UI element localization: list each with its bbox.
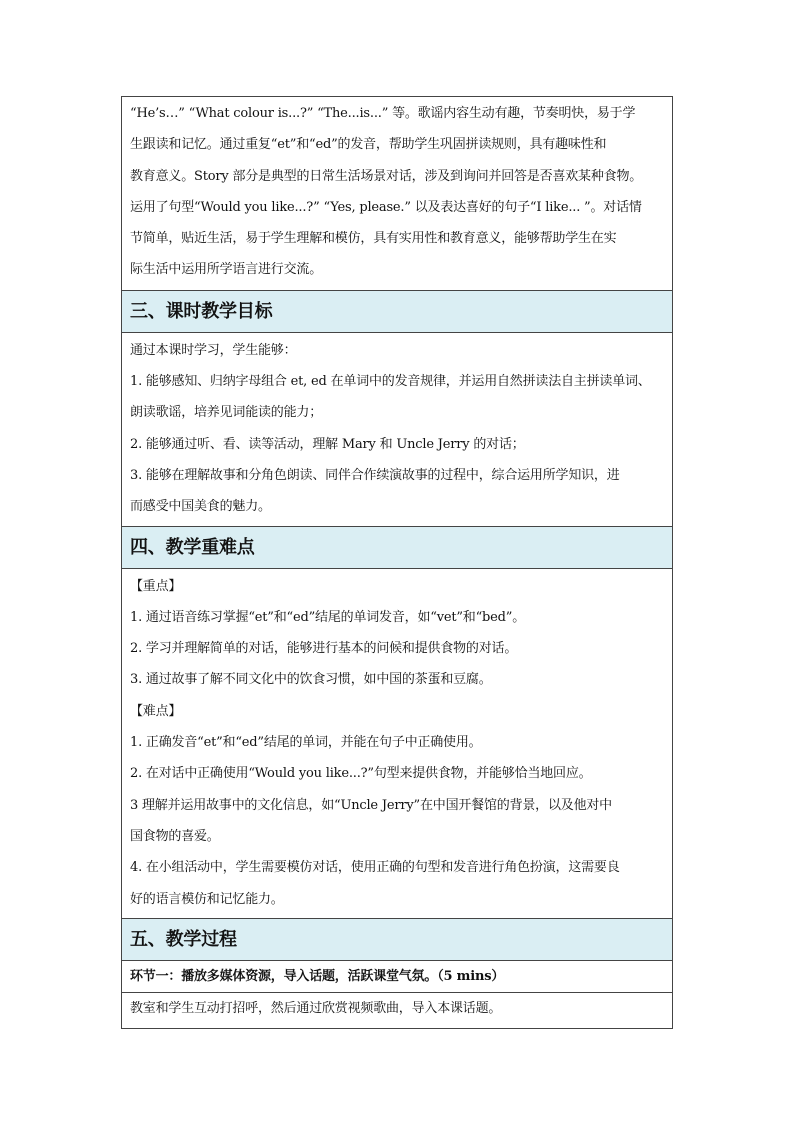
text-line: 2. 学习并理解简单的对话，能够进行基本的问候和提供食物的对话。 [130, 641, 518, 657]
text-line: 节简单，贴近生活，易于学生理解和模仿，具有实用性和教育意义，能够帮助学生在实 [130, 231, 617, 247]
text-line: 3 理解并运用故事中的文化信息，如“Uncle Jerry”在中国开餐馆的背景，以及他对中 [130, 797, 612, 813]
objectives-content [122, 333, 672, 527]
text-line: 教育意义。Story 部分是典型的日常生活场景对话，涉及到询问并回答是否喜欢某种食物。 [130, 168, 643, 184]
text-line: 2. 能够通过听、看、读等活动，理解 Mary 和 Uncle Jerry 的对话； [130, 436, 525, 452]
text-line: 运用了句型“Would you like...?” “Yes, please.” 以及表达喜好的句子“I like... ”。对话情 [130, 199, 642, 215]
text-line: 而感受中国美食的魅力。 [130, 499, 271, 515]
stage1-heading-cell [122, 961, 672, 993]
text-line: 3. 能够在理解故事和分角色朗读、同伴合作续演故事的过程中，综合运用所学知识，进 [130, 467, 620, 483]
text-line: 朗读歌谣，培养见词能读的能力； [130, 405, 323, 421]
text-line: 2. 在对话中正确使用“Would you like...?”句型来提供食物，并能够恰当地回应。 [130, 766, 592, 782]
section-heading-key-points: 四、教学重难点 [122, 527, 672, 569]
text-line: 1. 能够感知、归纳字母组合 et, ed 在单词中的发音规律，并运用自然拼读法自主拼读单词、 [130, 374, 651, 390]
text-line: 生跟读和记忆。通过重复“et”和“ed”的发音，帮助学生巩固拼读规则，具有趣味性和 [130, 137, 607, 153]
stage1-title: 环节一：播放多媒体资源，导入话题，活跃课堂气氛。（5 mins） [130, 968, 505, 984]
text-line: 4. 在小组活动中，学生需要模仿对话，使用正确的句型和发音进行角色扮演，这需要良 [130, 860, 620, 876]
section-heading-objectives: 三、课时教学目标 [122, 291, 672, 333]
text-line: 教室和学生互动打招呼，然后通过欣赏视频歌曲，导入本课话题。 [130, 1001, 502, 1017]
text-line: 通过本课时学习，学生能够： [130, 342, 297, 358]
text-line: 1. 通过语音练习掌握“et”和“ed”结尾的单词发音，如“vet”和“bed”。 [130, 609, 526, 625]
text-line: 际生活中运用所学语言进行交流。 [130, 262, 323, 278]
text-line: 【难点】 [130, 703, 182, 719]
text-line: “He’s…” “What colour is...?” “The...is...” 等。歌谣内容生动有趣，节奏明快，易于学 [130, 106, 636, 121]
section-heading-process: 五、教学过程 [122, 919, 672, 961]
stage1-content [122, 993, 672, 1028]
text-line: 1. 正确发音“et”和“ed”结尾的单词，并能在句子中正确使用。 [130, 735, 482, 751]
text-line: 【重点】 [130, 578, 182, 594]
text-line: 3. 通过故事了解不同文化中的饮食习惯，如中国的茶蛋和豆腐。 [130, 672, 492, 688]
text-line: 好的语言模仿和记忆能力。 [130, 891, 284, 907]
lesson-plan-table [121, 96, 673, 1029]
text-line: 国食物的喜爱。 [130, 828, 220, 844]
key-points-content [122, 569, 672, 919]
intro-paragraph [122, 97, 672, 291]
